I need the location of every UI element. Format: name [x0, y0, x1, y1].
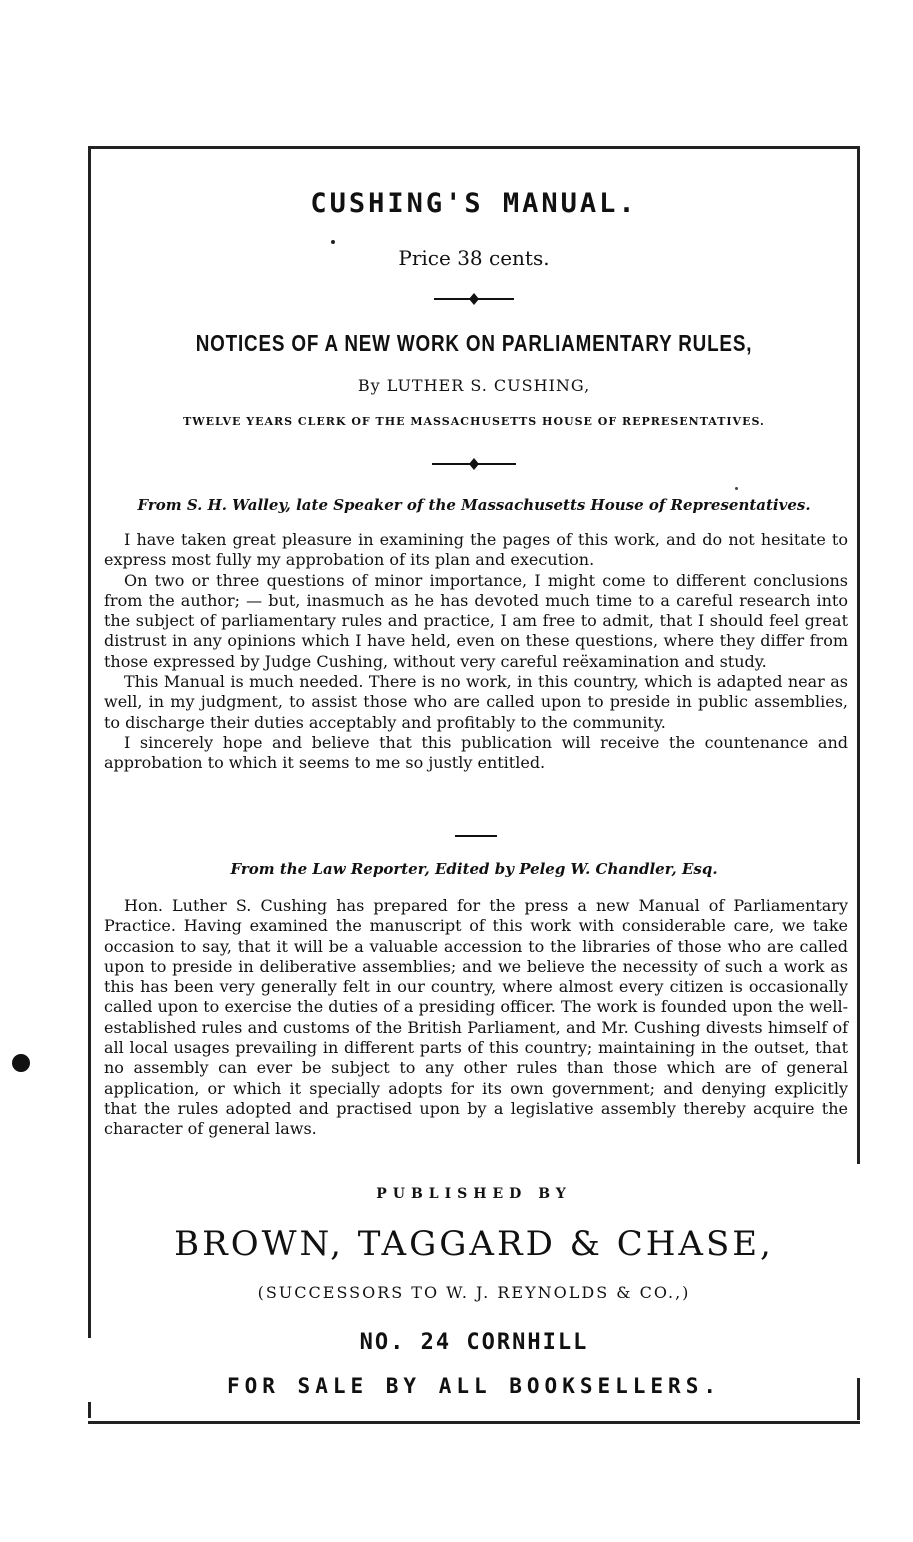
print-speck [331, 240, 335, 244]
testimonial-source: From the Law Reporter, Edited by Peleg W. Chandler, Esq. [230, 860, 718, 878]
testimonial-source: From S. H. Walley, late Speaker of the Massachusetts House of Representatives. [137, 496, 811, 514]
testimonial-paragraph: Hon. Luther S. Cushing has prepared for the press a new Manual of Parliamentary Practice. Having examined the manuscript of this work with considerable care, we take occasion to say, that it will be a valuable accession to the libraries of those who are called upon to preside in deliberative assemblies; and we believe the necessity of such a work as this has been very generally felt in our country, where almost every citizen is occasionally called upon to exercise the duties of a presiding officer. The work is founded upon the well-established rules and customs of the British Parliament, and Mr. Cushing divests himself of all local usages prevailing in different parts of this country; maintaining in the outset, that no assembly can ever be subject to any other rules than those which are of general application, or which it specially adopts for its own government; and denying explicitly that the rules adopted and practised upon by a legislative assembly thereby acquire the character of general laws. [104, 896, 848, 1139]
section-divider [455, 835, 497, 837]
margin-ink-blot [12, 1054, 30, 1072]
page-title: CUSHING'S MANUAL. [310, 188, 638, 219]
testimonial-paragraph: I have taken great pleasure in examining the pages of this work, and do not hesitate to express most fully my approbation of its plan and execution. [104, 530, 848, 570]
border-left-rule-lower [88, 1402, 91, 1418]
testimonial-paragraph: On two or three questions of minor importance, I might come to different conclusions from the author; — but, inasmuch as he has devoted much time to a careful research into the subject of parliamentary rules and practice, I am free to admit, that I should feel great distrust in any opinions which I have held, even on these questions, where they differ from those expressed by Judge Cushing, without very careful reëxamination and study. [104, 570, 848, 671]
border-left-rule [88, 146, 91, 1338]
border-right-rule [857, 146, 860, 1164]
notices-heading: NOTICES OF A NEW WORK ON PARLIAMENTARY RULES, [195, 330, 753, 356]
author-byline: By LUTHER S. CUSHING, [357, 376, 591, 395]
for-sale-line: FOR SALE BY ALL BOOKSELLERS. [226, 1374, 721, 1398]
publisher-address: NO. 24 CORNHILL [359, 1330, 589, 1355]
testimonial-paragraph: This Manual is much needed. There is no work, in this country, which is adapted near as well, in my judgment, to assist those who are called upon to preside in public assemblies, to discharge their duties acceptably and profitably to the community. [104, 672, 848, 732]
publisher-successors: (SUCCESSORS TO W. J. REYNOLDS & CO.,) [257, 1283, 691, 1302]
published-by-label: PUBLISHED BY [376, 1186, 572, 1202]
author-credentials: TWELVE YEARS CLERK OF THE MASSACHUSETTS HOUSE OF REPRESENTATIVES. [183, 415, 765, 428]
testimonial-body [104, 530, 848, 774]
border-right-rule-lower [857, 1378, 860, 1420]
print-speck [735, 487, 738, 490]
publisher-name: BROWN, TAGGARD & CHASE, [174, 1224, 774, 1264]
diamond-rule-ornament [91, 292, 857, 306]
price-line: Price 38 cents. [398, 246, 550, 270]
testimonial-paragraph: I sincerely hope and believe that this publication will receive the countenance and approbation to which it seems to me so justly entitled. [104, 732, 848, 773]
diamond-rule-ornament [91, 457, 857, 471]
testimonial-body [104, 896, 848, 1140]
